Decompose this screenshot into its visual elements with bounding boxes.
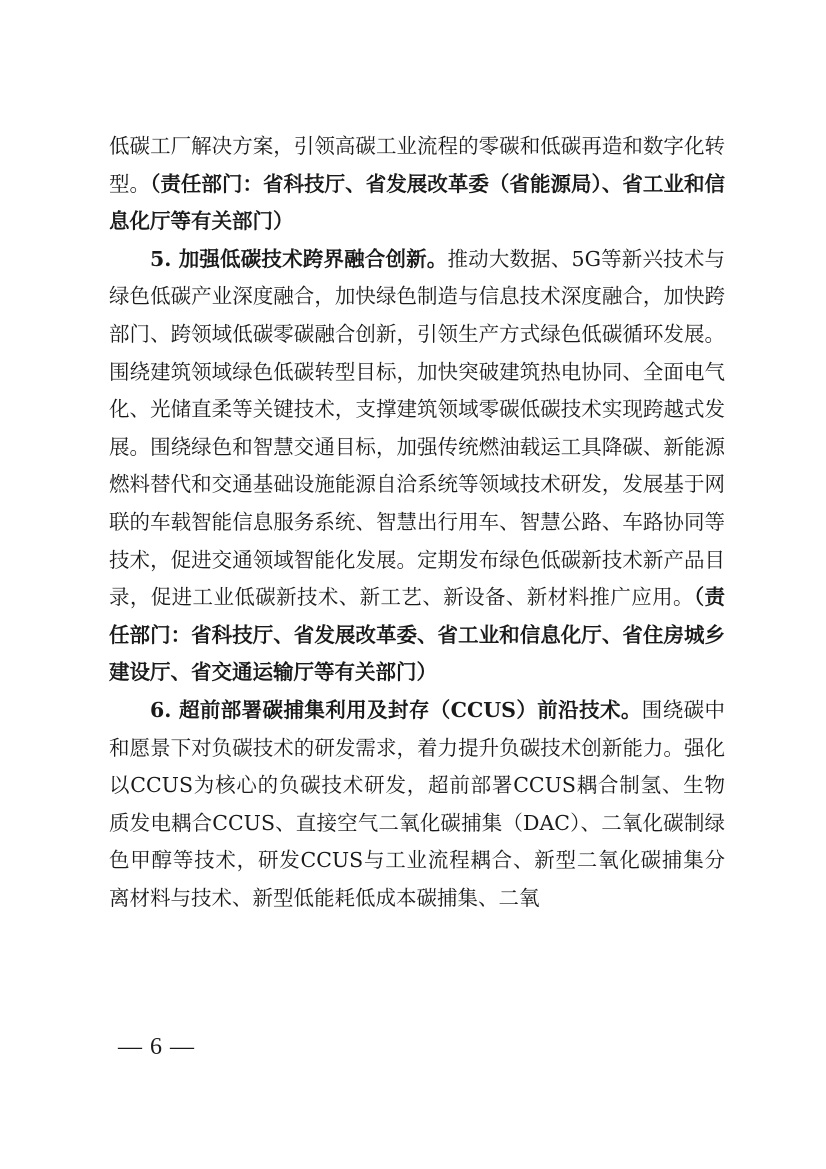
- paragraph-item-5: [109, 241, 725, 692]
- paragraph-continuation: [109, 128, 725, 241]
- paragraph-heading: 6. 超前部署碳捕集利用及封存（CCUS）前沿技术。: [150, 697, 642, 722]
- paragraph-item-6: [109, 692, 725, 918]
- responsibility-note: （责任部门：省科技厅、省发展改革委、省工业和信息化厅、省住房城乡建设厅、省交通运输厅等有关部门）: [109, 585, 726, 685]
- paragraph-text: 低碳工厂解决方案，引领高碳工业流程的零碳和低碳再造和数字化转型。: [109, 134, 725, 196]
- responsibility-note: （责任部门：省科技厅、省发展改革委（省能源局）、省工业和信息化厅等有关部门）: [109, 171, 726, 234]
- paragraph-heading: 5. 加强低碳技术跨界融合创新。: [150, 246, 448, 271]
- document-body: [109, 128, 725, 917]
- page-number: — 6 —: [118, 1034, 195, 1060]
- paragraph-text: 围绕碳中和愿景下对负碳技术的研发需求，着力提升负碳技术创新能力。强化以CCUS为核心的负碳技术研发，超前部署CCUS耦合制氢、生物质发电耦合CCUS、直接空气二氧化碳捕集（DAC）、二氧化碳制绿色甲醇等技术，研发CCUS与工业流程耦合、新型二氧化碳捕集分离材料与技术、新型低能耗低成本碳捕集、二氧: [109, 697, 726, 910]
- paragraph-text: 推动大数据、5G等新兴技术与绿色低碳产业深度融合，加快绿色制造与信息技术深度融合，加快跨部门、跨领域低碳零碳融合创新，引领生产方式绿色低碳循环发展。围绕建筑领域绿色低碳转型目标，加快突破建筑热电协同、全面电气化、光储直柔等关键技术，支撑建筑领域零碳低碳技术实现跨越式发展。围绕绿色和智慧交通目标，加强传统燃油载运工具降碳、新能源燃料替代和交通基础设施能源自洽系统等领域技术研发，发展基于网联的车载智能信息服务系统、智慧出行用车、智慧公路、车路协同等技术，促进交通领域智能化发展。定期发布绿色低碳新技术新产品目录，促进工业低碳新技术、新工艺、新设备、新材料推广应用。: [109, 246, 725, 610]
